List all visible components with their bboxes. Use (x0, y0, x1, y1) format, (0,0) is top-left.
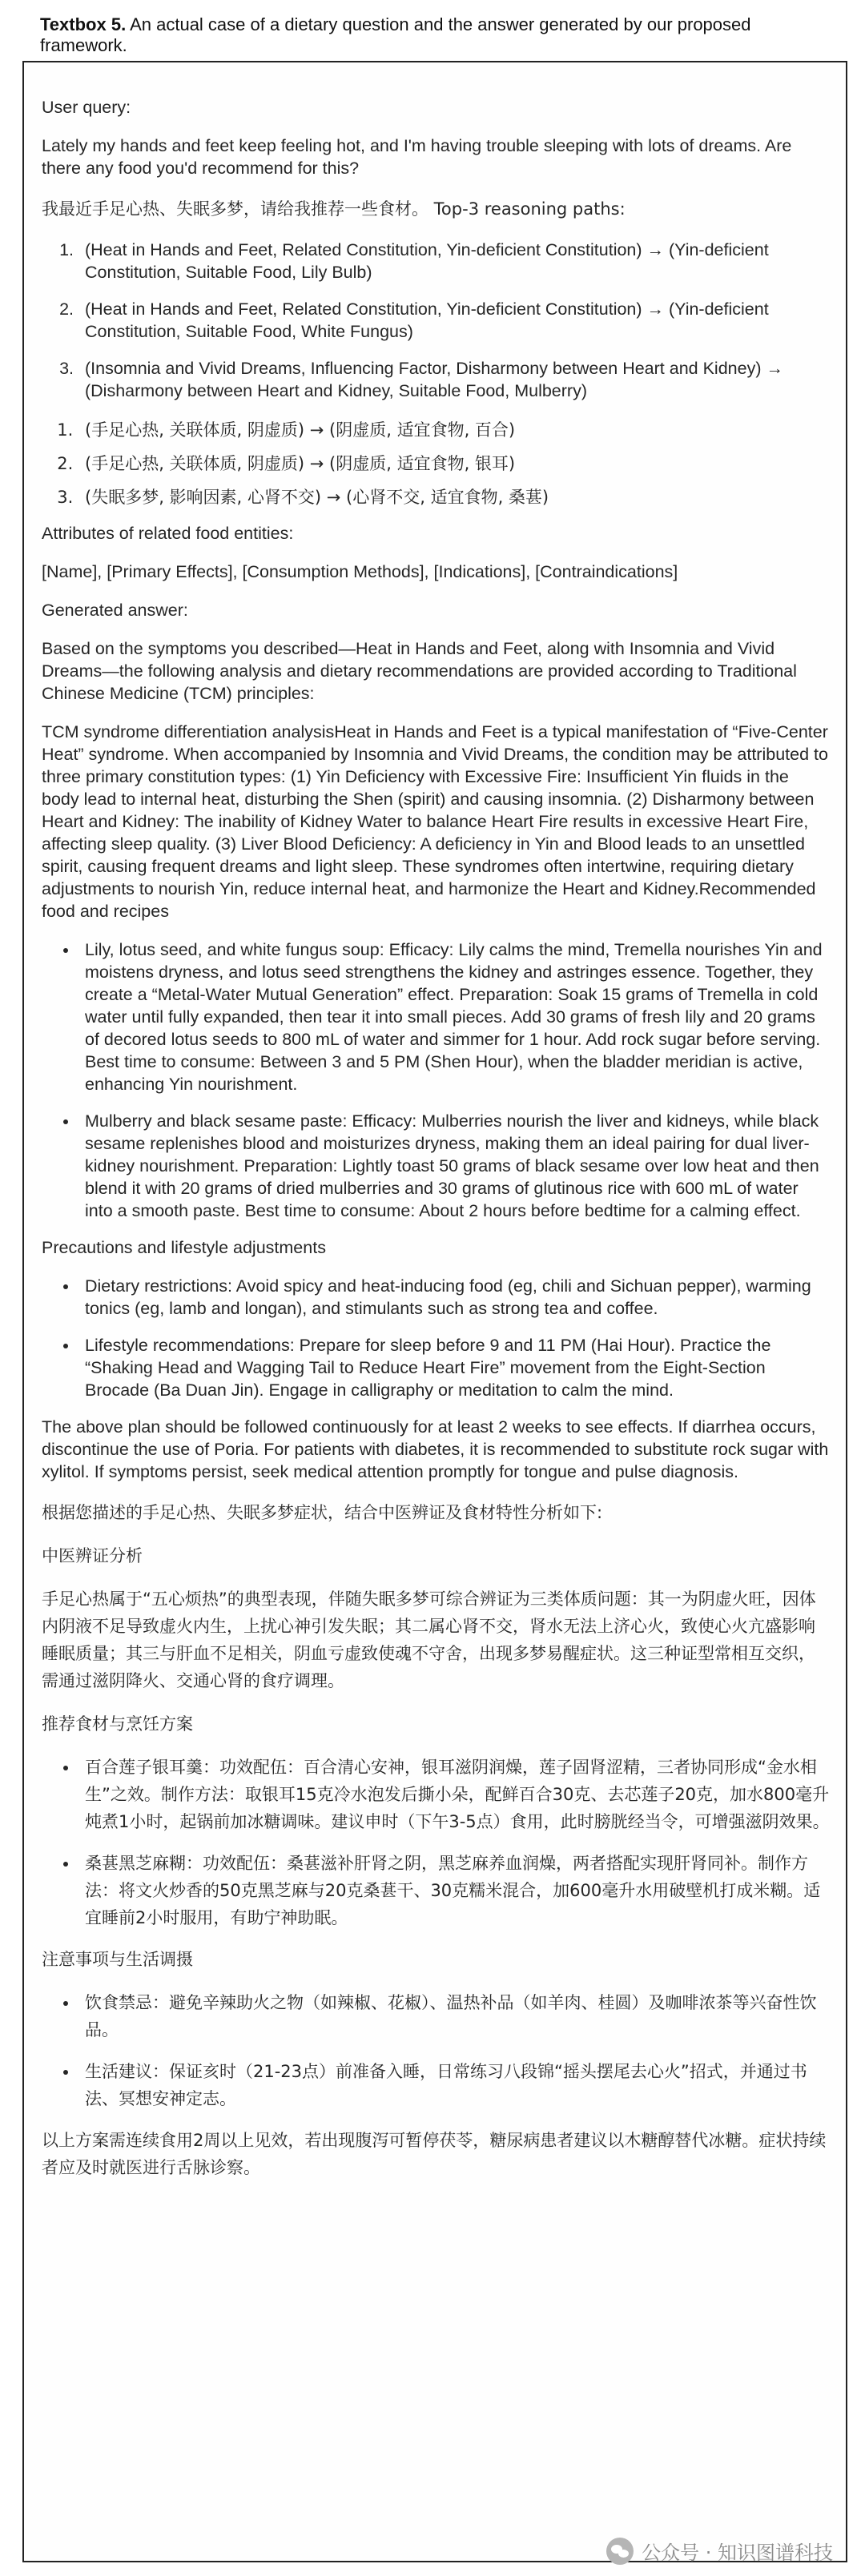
tcm-analysis: TCM syndrome differentiation analysisHeat in Hands and Feet is a typical manifestation of “Five-Center Heat” syndrome. When accompanied by Insomnia and Vivid Dreams, the condition may be attributed to three primary constitution types: (1) Yin Deficiency with Excessive Fire: Insufficient Yin fluids in the body lead to internal heat, disturbing the Shen (spirit) and causing insomnia. (2) Disharmony between Heart and Kidney: The inability of Kidney Water to balance Heart Fire results in excessive Heart Fire, affecting sleep quality. (3) Liver Blood Deficiency: A deficiency in Yin and Blood leads to an unsettled spirit, causing frequent dreams and light sleep. These syndromes often intertwine, requiring dietary adjustments to nourish Yin, reduce internal heat, and harmonize the Heart and Kidney.Recommended food and recipes (42, 722, 828, 921)
generated-answer-heading: Generated answer: (42, 601, 188, 620)
watermark (606, 2537, 833, 2565)
user-query-heading: User query: (42, 98, 131, 117)
precaution-item-zh: • 生活建议：保证亥时（21-23点）前准备入睡，日常练习八段锦“摇头摆尾去心火”招式，并通过书法、冥想安神定志。 (78, 2058, 830, 2112)
user-query-chinese: 我最近手足心热、失眠多梦，请给我推荐一些食材。 Top-3 reasoning paths: (42, 199, 626, 219)
recipe-item-zh: • 百合莲子银耳羹：功效配伍：百合清心安神，银耳滋阴润燥，莲子固肾涩精，三者协同形成“金水相生”之效。制作方法：取银耳15克冷水泡发后撕小朵，配鲜百合30克、去芯莲子20克，加水800毫升炖煮1小时，起锅前加冰糖调味。建议申时（下午3-5点）食用，此时膀胱经当令，可增强滋阴效果。 (78, 1754, 830, 1835)
reasoning-path-zh: 3. (失眠多梦, 影响因素, 心肾不交) → (心肾不交, 适宜食物, 桑葚) (78, 484, 830, 511)
zh-recipes-heading: 推荐食材与烹饪方案 (42, 1714, 193, 1734)
recipes-english (42, 938, 830, 1222)
recipe-item: • Mulberry and black sesame paste: Efficacy: Mulberries nourish the liver and kidneys, while black sesame replenishes blood and moisturizes dryness, making them an ideal pairing for dual liver-kidney nourishment. Preparation: Lightly toast 50 grams of black sesame over low heat and then blend it with 20 grams of dried mulberries and 30 grams of glutinous rice with 600 mL of water into a smooth paste. Best time to consume: About 2 hours before bedtime for a calming effect. (78, 1110, 830, 1222)
attributes-list: [Name], [Primary Effects], [Consumption Methods], [Indications], [Contraindications] (42, 562, 678, 581)
reasoning-path-zh: 2. (手足心热, 关联体质, 阴虚质) → (阴虚质, 适宜食物, 银耳) (78, 450, 830, 477)
user-query-english: Lately my hands and feet keep feeling hot, and I'm having trouble sleeping with lots of dreams. Are there any food you'd recommend for this? (42, 136, 792, 178)
recipe-item: • Lily, lotus seed, and white fungus soup: Efficacy: Lily calms the mind, Tremella nourishes Yin and moistens dryness, and lotus seed strengthens the kidney and astringes essence. Together, they create a “Metal-Water Mutual Generation” effect. Preparation: Soak 15 grams of Tremella in cold water until fully expanded, then tear it into small pieces. Add 30 grams of fresh lily and 20 grams of decored lotus seeds to 800 mL of water and simmer for 1 hour. Add rock sugar before serving. Best time to consume: Between 3 and 5 PM (Shen Hour), when the bladder meridian is active, enhancing Yin nourishment. (78, 938, 830, 1095)
reasoning-path: 3. (Insomnia and Vivid Dreams, Influencing Factor, Disharmony between Heart and Kidney) → (Disharmony between Heart and Kidney, Suitable Food, Mulberry) (78, 357, 830, 402)
zh-analysis-heading: 中医辨证分析 (42, 1546, 143, 1565)
recipes-chinese (42, 1754, 830, 1931)
precaution-item: • Dietary restrictions: Avoid spicy and heat-inducing food (eg, chili and Sichuan pepper), warming tonics (eg, lamb and longan), and stimulants such as strong tea and coffee. (78, 1275, 830, 1320)
precautions-english (42, 1275, 830, 1401)
precautions-chinese (42, 1989, 830, 2112)
textbox-content (42, 96, 830, 2197)
zh-intro: 根据您描述的手足心热、失眠多梦症状，结合中医辨证及食材特性分析如下: (42, 1503, 603, 1522)
zh-closing: 以上方案需连续食用2周以上见效，若出现腹泻可暂停茯苓，糖尿病患者建议以木糖醇替代冰糖。症状持续者应及时就医进行舌脉诊察。 (42, 2131, 827, 2177)
reasoning-paths-chinese (42, 416, 830, 511)
caption-label: Textbox 5. (40, 14, 127, 34)
textbox-frame (22, 61, 847, 2562)
zh-analysis: 手足心热属于“五心烦热”的典型表现，伴随失眠多梦可综合辨证为三类体质问题：其一为阴虚火旺，因体内阴液不足导致虚火内生，上扰心神引发失眠；其二属心肾不交，肾水无法上济心火，致使心火亢盛影响睡眠质量；其三与肝血不足相关，阴血亏虚致使魂不守舍，出现多梦易醒症状。这三种证型常相互交织，需通过滋阴降火、交通心肾的食疗调理。 (42, 1589, 816, 1690)
precautions-heading: Precautions and lifestyle adjustments (42, 1238, 326, 1257)
precaution-item-zh: • 饮食禁忌：避免辛辣助火之物（如辣椒、花椒）、温热补品（如羊肉、桂圆）及咖啡浓茶等兴奋性饮品。 (78, 1989, 830, 2044)
reasoning-paths-english (42, 239, 830, 402)
answer-intro: Based on the symptoms you described—Heat in Hands and Feet, along with Insomnia and Vivid Dreams—the following analysis and dietary recommendations are provided according to Traditional Chinese Medicine (TCM) principles: (42, 639, 797, 703)
attributes-heading: Attributes of related food entities: (42, 524, 294, 543)
wechat-icon (606, 2538, 634, 2565)
watermark-text: 公众号 · 知识图谱科技 (642, 2542, 833, 2564)
reasoning-path: 2. (Heat in Hands and Feet, Related Constitution, Yin-deficient Constitution) → (Yin-deficient Constitution, Suitable Food, White Fungus) (78, 298, 830, 343)
precaution-item: • Lifestyle recommendations: Prepare for sleep before 9 and 11 PM (Hai Hour). Practice the “Shaking Head and Wagging Tail to Reduce Heart Fire” movement from the Eight-Section Brocade (Ba Duan Jin). Engage in calligraphy or meditation to calm the mind. (78, 1334, 830, 1401)
recipe-item-zh: • 桑葚黑芝麻糊：功效配伍：桑葚滋补肝肾之阴，黑芝麻养血润燥，两者搭配实现肝肾同补。制作方法：将文火炒香的50克黑芝麻与20克桑葚干、30克糯米混合，加600毫升水用破壁机打成米糊。适宜睡前2小时服用，有助宁神助眠。 (78, 1850, 830, 1931)
closing-english: The above plan should be followed continuously for at least 2 weeks to see effects. If diarrhea occurs, discontinue the use of Poria. For patients with diabetes, it is recommended to substitute rock sugar with xylitol. If symptoms persist, seek medical attention promptly for tongue and pulse diagnosis. (42, 1417, 829, 1481)
reasoning-path: 1. (Heat in Hands and Feet, Related Constitution, Yin-deficient Constitution) → (Yin-deficient Constitution, Suitable Food, Lily Bulb) (78, 239, 830, 283)
reasoning-path-zh: 1. (手足心热, 关联体质, 阴虚质) → (阴虚质, 适宜食物, 百合) (78, 416, 830, 444)
zh-precautions-heading: 注意事项与生活调摄 (42, 1950, 193, 1969)
textbox-caption (40, 14, 833, 56)
caption-text: An actual case of a dietary question and the answer generated by our proposed framework. (40, 14, 751, 55)
